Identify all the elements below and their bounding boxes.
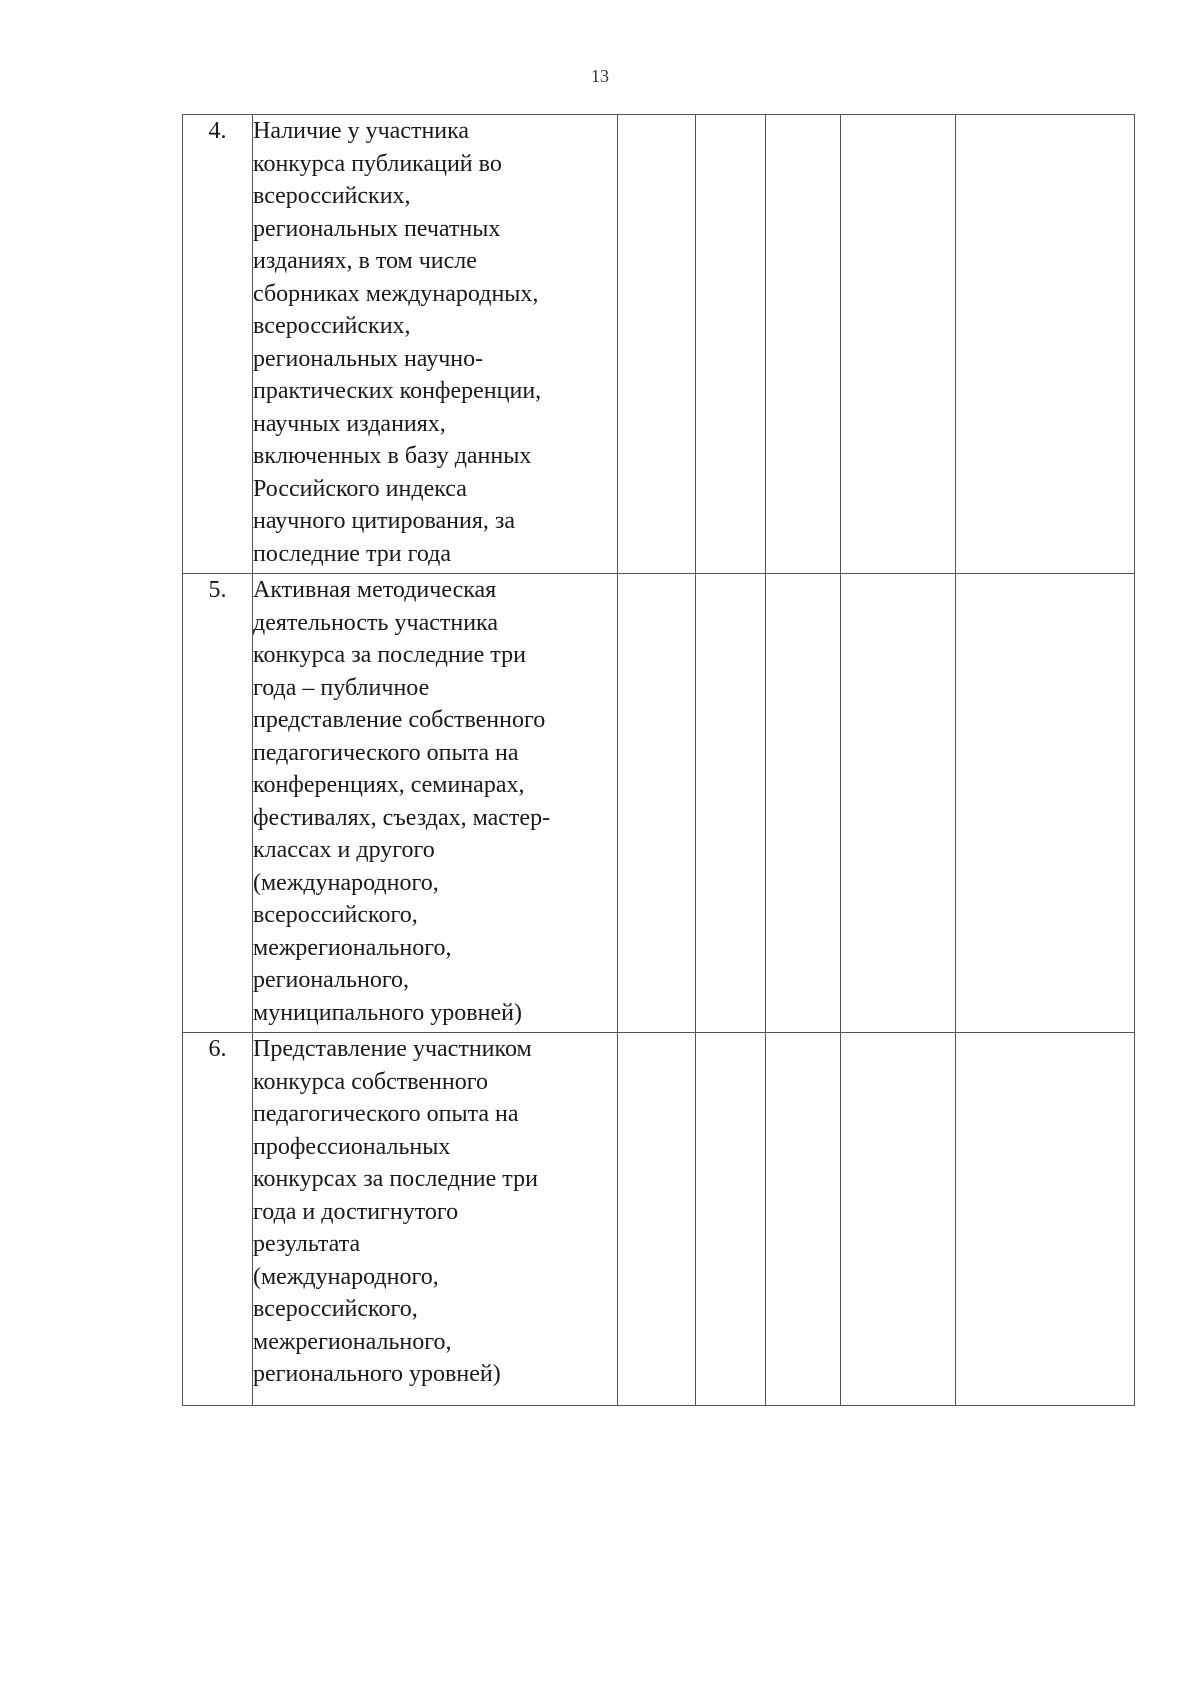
text-line: конференциях, семинарах, <box>253 772 525 798</box>
text-line: деятельность участника <box>253 609 498 636</box>
empty-cell <box>956 115 1135 574</box>
criterion-description <box>253 1033 618 1406</box>
empty-cell <box>956 574 1135 1033</box>
text-line: научных изданиях, <box>253 410 446 437</box>
text-line: представление собственного <box>253 707 546 733</box>
empty-cell <box>696 1033 766 1406</box>
table-row <box>183 115 1135 574</box>
empty-cell <box>766 574 841 1033</box>
criteria-table <box>182 114 1135 1406</box>
empty-cell <box>618 574 696 1033</box>
text-line: сборниках международных, <box>253 280 539 307</box>
text-line: классах и другого <box>253 837 435 863</box>
text-line: межрегионального, <box>253 1328 452 1355</box>
text-line: изданиях, в том числе <box>253 248 477 274</box>
empty-cell <box>618 115 696 574</box>
row-number: 5. <box>183 574 253 1033</box>
page-number: 13 <box>591 66 609 86</box>
text-line: педагогического опыта на <box>253 739 519 766</box>
empty-cell <box>618 1033 696 1406</box>
text-line: (международного, <box>253 869 439 896</box>
text-line: всероссийского, <box>253 1296 418 1322</box>
row-number: 4. <box>183 115 253 574</box>
text-line: (международного, <box>253 1263 439 1290</box>
empty-cell <box>841 1033 956 1406</box>
text-line: Активная методическая <box>253 577 497 603</box>
text-line: межрегионального, <box>253 934 452 961</box>
empty-cell <box>841 115 956 574</box>
empty-cell <box>696 574 766 1033</box>
empty-cell <box>766 115 841 574</box>
text-line: всероссийских, <box>253 313 411 339</box>
text-line: научного цитирования, за <box>253 508 515 534</box>
text-line: конкурса за последние три <box>253 642 526 668</box>
empty-cell <box>696 115 766 574</box>
text-line: регионального уровней) <box>253 1361 501 1387</box>
text-line: года – публичное <box>253 674 430 701</box>
text-line: конкурса собственного <box>253 1068 488 1095</box>
text-line: года и достигнутого <box>253 1198 459 1225</box>
text-line: Российского индекса <box>253 475 467 502</box>
text-line: конкурса публикаций во <box>253 150 502 177</box>
text-line: последние три года <box>253 540 451 567</box>
empty-cell <box>956 1033 1135 1406</box>
text-line: Представление участником <box>253 1036 532 1062</box>
text-line: всероссийских, <box>253 183 411 209</box>
text-line: результата <box>253 1231 361 1257</box>
criterion-description <box>253 115 618 574</box>
empty-cell <box>841 574 956 1033</box>
text-line: Наличие у участника <box>253 118 470 144</box>
text-line: фестивалях, съездах, мастер- <box>253 804 551 831</box>
text-line: практических конференции, <box>253 378 542 404</box>
text-line: включенных в базу данных <box>253 443 532 469</box>
text-line: регионального, <box>253 967 410 993</box>
table-row <box>183 1033 1135 1406</box>
table-row <box>183 574 1135 1033</box>
criterion-description <box>253 574 618 1033</box>
text-line: региональных печатных <box>253 215 501 242</box>
row-number: 6. <box>183 1033 253 1406</box>
text-line: муниципального уровней) <box>253 999 522 1026</box>
text-line: всероссийского, <box>253 902 418 928</box>
empty-cell <box>766 1033 841 1406</box>
text-line: региональных научно- <box>253 345 484 372</box>
text-line: профессиональных <box>253 1133 451 1160</box>
text-line: конкурсах за последние три <box>253 1166 538 1192</box>
text-line: педагогического опыта на <box>253 1101 519 1127</box>
